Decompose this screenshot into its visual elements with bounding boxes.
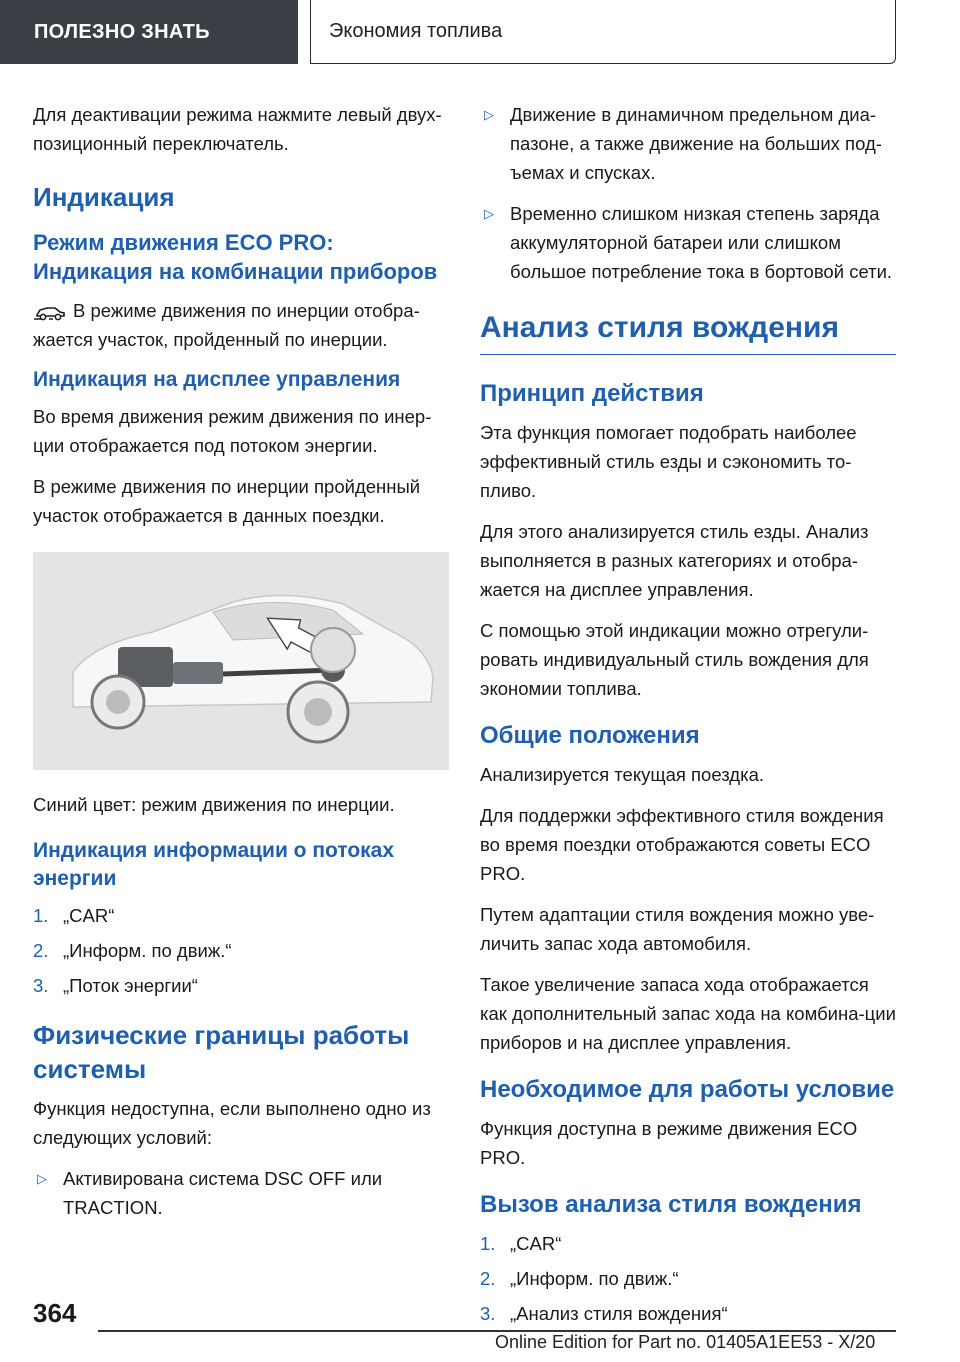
eco-combi-text: В режиме движения по инерции отобра-жается участок, пройденный по инерции. (33, 300, 420, 350)
heading-display: Индикация на дисплее управления (33, 368, 401, 391)
call-steps-list (480, 1229, 896, 1328)
intro-paragraph: Для деактивации режима нажмите левый двух-позиционный переключатель. (33, 104, 442, 154)
triangle-bullet-icon: ▷ (37, 1171, 47, 1186)
list-item: 2. „Информ. по движ.“ (33, 940, 232, 961)
energy-steps-list (33, 901, 449, 1000)
limit-bullet: ▷ Активирована система DSC OFF или TRACTION. (33, 1164, 449, 1222)
list-item: 3. „Поток энергии“ (33, 975, 198, 996)
display-paragraph-2: В режиме движения по инерции пройденный участок отображается в данных поездки. (33, 476, 421, 526)
heading-indication: Индикация (33, 182, 175, 212)
heading-eco-combi: Режим движения ECO PRO: Индикация на комбинации приборов (33, 230, 438, 284)
display-paragraph-1: Во время движения режим движения по инер-ции отображается под потоком энергии. (33, 406, 432, 456)
principle-paragraph-2: Для этого анализируется стиль езды. Анализ выполняется в разных категориях и отобра-жается на дисплее управления. (480, 521, 869, 600)
heading-call: Вызов анализа стиля вождения (480, 1191, 862, 1218)
heading-limits: Физические границы работы системы (33, 1020, 410, 1084)
car-drivetrain-image (33, 552, 449, 770)
edition-text: Online Edition for Part no. 01405A1EE53 - X/20 (495, 1332, 876, 1352)
general-paragraph-2: Для поддержки эффективного стиля вождения во время поездки отображаются советы ECO PRO. (480, 805, 884, 884)
limit-bullet: ▷ Временно слишком низкая степень заряда аккумуляторной батареи или слишком большое потребление тока в бортовой сети. (480, 199, 896, 286)
section-title: ПОЛЕЗНО ЗНАТЬ (34, 20, 210, 43)
general-paragraph-4: Такое увеличение запаса хода отображается как дополнительный запас хода на комбина-ции приборов и на дисплее управления. (480, 974, 896, 1053)
list-item: 3. „Анализ стиля вождения“ (480, 1303, 728, 1324)
limits-paragraph: Функция недоступна, если выполнено одно из следующих условий: (33, 1098, 431, 1148)
chapter-title: Экономия топлива (329, 20, 503, 42)
heading-analysis: Анализ стиля вождения (480, 308, 896, 355)
heading-general: Общие положения (480, 722, 700, 749)
principle-paragraph-1: Эта функция помогает подобрать наиболее эффективный стиль езды и сэкономить то-пливо. (480, 422, 857, 501)
triangle-bullet-icon: ▷ (484, 107, 494, 122)
triangle-bullet-icon: ▷ (484, 206, 494, 221)
limit-bullet: ▷ Движение в динамичном предельном диа-пазоне, а также движение на больших под-ъемах и спусках. (480, 100, 896, 187)
principle-paragraph-3: С помощью этой индикации можно отрегули-ровать индивидуальный стиль вождения для экономии топлива. (480, 620, 869, 699)
coasting-car-icon (33, 303, 67, 321)
general-paragraph-3: Путем адаптации стиля вождения можно уве-личить запас хода автомобиля. (480, 904, 875, 954)
car-illustration (33, 552, 449, 770)
left-column (33, 100, 449, 1234)
general-paragraph-1: Анализируется текущая поездка. (480, 764, 765, 785)
page-number: 364 (33, 1298, 77, 1328)
list-item: 1. „CAR“ (480, 1233, 562, 1254)
chapter-tab (310, 0, 896, 64)
list-item: 1. „CAR“ (33, 905, 115, 926)
image-caption: Синий цвет: режим движения по инерции. (33, 794, 395, 815)
heading-principle: Принцип действия (480, 380, 704, 407)
section-tab (0, 0, 298, 64)
eco-combi-paragraph (33, 296, 449, 354)
list-item: 2. „Информ. по движ.“ (480, 1268, 679, 1289)
heading-energy: Индикация информации о потоках энергии (33, 839, 395, 890)
conditions-paragraph: Функция доступна в режиме движения ECO PRO. (480, 1118, 858, 1168)
heading-conditions: Необходимое для работы условие (480, 1076, 895, 1103)
right-column (480, 100, 896, 1334)
